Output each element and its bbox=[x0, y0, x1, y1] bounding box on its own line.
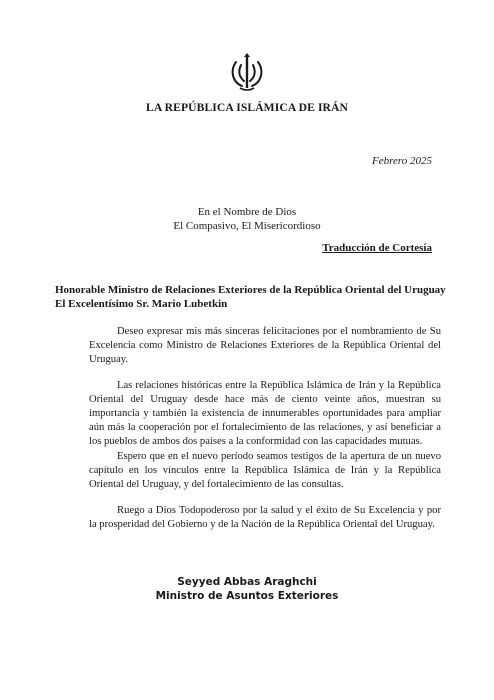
signatory-title: Ministro de Asuntos Exteriores bbox=[155, 590, 339, 602]
issuing-country-heading: LA REPÚBLICA ISLÁMICA DE IRÁN bbox=[146, 101, 348, 114]
signature-block bbox=[0, 575, 494, 603]
recipient-block bbox=[55, 283, 446, 311]
body-paragraph: Deseo expresar mis más sinceras felicitaciones por el nombramiento de Su Excelencia como Ministro de Relaciones Exteriores de la República Oriental del Uruguay. bbox=[89, 326, 441, 365]
courtesy-translation-note: Traducción de Cortesía bbox=[322, 242, 432, 254]
body-paragraph: Las relaciones históricas entre la República Islámica de Irán y la República Oriental del Uruguay desde hace más de ciento veinte años, muestran su importancia y también la existencia de innumerables oportunidades para ampliar aún más la cooperación por el fortalecimiento de las relaciones, y así beneficiar a los pueblos de ambos dos países a la conformidad con las capacidades mutuas. bbox=[89, 380, 441, 447]
iran-emblem-icon bbox=[228, 52, 266, 94]
letter-date: Febrero 2025 bbox=[372, 155, 432, 167]
signatory-name: Seyyed Abbas Araghchi bbox=[177, 576, 317, 588]
recipient-name: El Excelentísimo Sr. Mario Lubetkin bbox=[55, 298, 228, 310]
invocation-line-1: En el Nombre de Dios bbox=[197, 206, 297, 218]
body-paragraph: Espero que en el nuevo período seamos testigos de la apertura de un nuevo capítulo en los vínculos entre la República Islámica de Irán y la República Oriental del Uruguay, y del fortalecimiento de las consultas. bbox=[89, 451, 441, 490]
invocation-line-2: El Compasivo, El Misericordioso bbox=[173, 220, 321, 232]
body-paragraph: Ruego a Dios Todopoderoso por la salud y el éxito de Su Excelencia y por la prosperidad del Gobierno y de la Nación de la República Oriental del Uruguay. bbox=[89, 505, 441, 530]
recipient-title: Honorable Ministro de Relaciones Exteriores de la República Oriental del Uruguay bbox=[55, 284, 446, 296]
invocation bbox=[0, 205, 494, 233]
